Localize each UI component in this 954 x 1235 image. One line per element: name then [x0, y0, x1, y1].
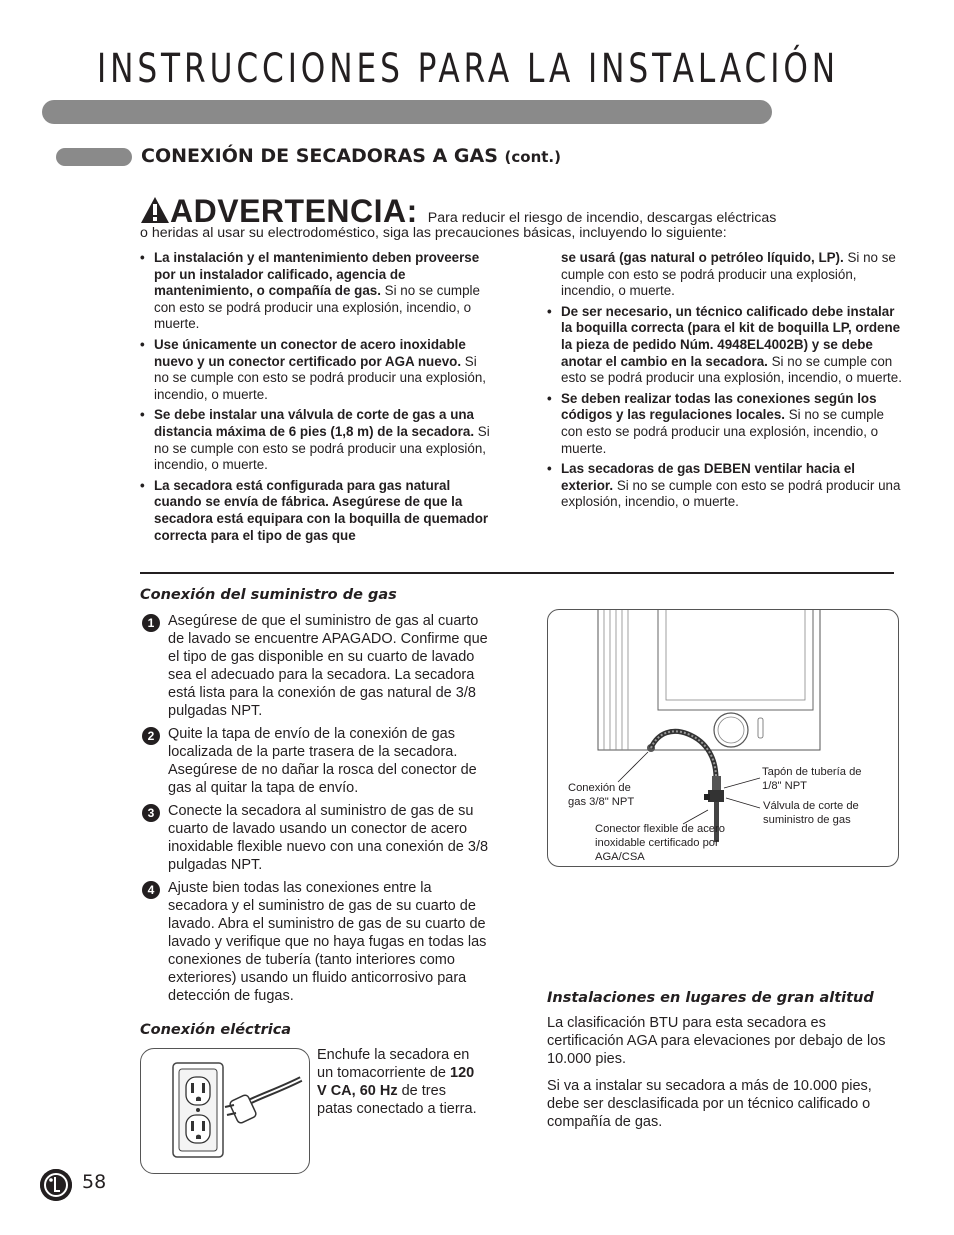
electrical-text-2: de tres patas conectado a tierra. [317, 1083, 477, 1117]
altitude-para-2: Si va a instalar su secadora a más de 10.000 pies, debe ser desclasificada por un técnico calificado o compañía de gas. [547, 1078, 872, 1130]
electrical-heading: Conexión eléctrica [140, 1022, 292, 1038]
label-gas-connection: Conexión de gas 3/8" NPT [568, 782, 635, 808]
step-text: Ajuste bien todas las conexiones entre la secadora y el suministro de gas de su cuarto de lavado. Abra el suministro de gas de su cuarto de lavado y verifique que no haya fugas en todas las conexiones de tubería (tanto interiores como exteriores) usando un fluido anticorrosivo para detección de fugas. [168, 880, 487, 1004]
warning-item-bold: Las secadoras de gas DEBEN ventilar hacia el exterior. [561, 461, 855, 493]
warning-item-bold: Se debe instalar una válvula de corte de gas a una distancia máxima de 6 pies (1,8 m) de la secadora. [154, 407, 475, 439]
altitude-heading: Instalaciones en lugares de gran altitud [547, 990, 874, 1006]
step-text: Quite la tapa de envío de la conexión de gas localizada de la parte trasera de la secadora. Asegúrese de no dañar la rosca del conector de gas al quitar la tapa de envío. [168, 726, 477, 796]
gas-supply-steps [140, 612, 490, 1010]
step [140, 879, 490, 1005]
label-shutoff-valve: Válvula de corte de suministro de gas [763, 800, 859, 826]
warning-item-continued [547, 250, 902, 300]
warning-intro-2: o heridas al usar su electrodoméstico, siga las precauciones básicas, incluyendo lo siguiente: [140, 225, 727, 241]
warning-item-text: Si no se cumple con esto se podrá producir una explosión, incendio, o muerte. [154, 353, 486, 402]
step [140, 612, 490, 720]
step-text: Conecte la secadora al suministro de gas de su cuarto de lavado usando un conector de acero inoxidable flexible nuevo con una conexión de 3/8 pulgadas NPT. [168, 803, 489, 873]
step-number: 1 [142, 614, 160, 632]
lg-logo [40, 1169, 72, 1201]
section-bar [56, 148, 132, 166]
warning-item-bold: se usará (gas natural o petróleo líquido, LP). [561, 250, 844, 265]
warning-item-bold: De ser necesario, un técnico calificado debe instalar la boquilla correcta (para el kit de boquilla LP, ordene la pieza de pedido Núm. 4948EL4002B) y se debe anotar el cambio en la secadora. [561, 303, 901, 369]
warning-item-text: Si no se cumple con esto se podrá producir una explosión, incendio, o muerte. [561, 353, 902, 386]
outlet-illustration-box [140, 1048, 310, 1174]
step-text: Asegúrese de que el suministro de gas al cuarto de lavado se encuentre APAGADO. Confirme que el tipo de gas disponible en su cuarto de lavado sea el adecuado para la secadora. La secadora está lista para la conexión de gas natural de 3/8 pulgadas NPT. [168, 613, 488, 719]
altitude-para-1: La clasificación BTU para esta secadora es certificación AGA para elevaciones por debajo de los 10.000 pies. [547, 1015, 886, 1067]
electrical-text [317, 1046, 477, 1118]
warning-heading: ADVERTENCIA: [170, 193, 418, 229]
warning-item-text: Si no se cumple con esto se podrá producir una explosión, incendio, o muerte. [154, 423, 490, 473]
section-divider [140, 572, 894, 574]
warning-intro: Para reducir el riesgo de incendio, descargas eléctricas [427, 210, 777, 226]
warning-item [140, 478, 492, 544]
warning-icon [140, 196, 170, 224]
lg-logo-icon [40, 1169, 72, 1201]
electrical-voltage: 120 V CA, 60 Hz [317, 1065, 475, 1099]
label-flex-connector: Conector flexible de acero inoxidable certificado por AGA/CSA [595, 823, 725, 863]
warning-item-bold: Use únicamente un conector de acero inoxidable nuevo y un conector certificado por AGA nuevo. [154, 336, 466, 369]
step-number: 3 [142, 804, 160, 822]
warning-item [140, 250, 492, 333]
step [140, 802, 490, 874]
warning-item [140, 337, 492, 403]
section-title-text: CONEXIÓN DE SECADORAS A GAS [141, 145, 498, 167]
warning-item-text: Si no se cumple con esto se podrá producir una explosión, incendio, o muerte. [561, 477, 901, 510]
gas-supply-heading: Conexión del suministro de gas [140, 587, 397, 603]
step-number: 4 [142, 881, 160, 899]
warning-item-text: Si no se cumple con esto se podrá producir una explosión, incendio, o muerte. [154, 283, 480, 332]
electrical-text-1: Enchufe la secadora en un tomacorriente de [317, 1047, 470, 1081]
warning-item-text: Si no se cumple con esto se podrá producir una explosión, incendio, o muerte. [561, 250, 896, 299]
header-bar [42, 100, 772, 124]
page-number: 58 [82, 1171, 107, 1193]
warning-item [547, 461, 902, 511]
warning-item [547, 304, 902, 387]
gas-connection-diagram [547, 609, 899, 867]
warning-list-left [140, 250, 492, 548]
warning-item [547, 391, 902, 457]
warning-item-bold: Se deben realizar todas las conexiones según los códigos y las regulaciones locales. [561, 390, 877, 423]
step [140, 725, 490, 797]
warning-item-bold: La secadora está configurada para gas natural cuando se envía de fábrica. Asegúrese de que la secadora está equipara con la boquilla de quemador correcta para el tipo de gas que [154, 477, 489, 543]
warning-item-bold: La instalación y el mantenimiento deben proveerse por un instalador calificado, agencia de mantenimiento, o compañía de gas. [154, 250, 480, 299]
section-cont: (cont.) [504, 148, 561, 166]
section-title [141, 145, 561, 167]
warning-item [140, 407, 492, 473]
warning-item-text: Si no se cumple con esto se podrá producir una explosión, incendio, o muerte. [561, 407, 885, 456]
page-title: INSTRUCCIONES PARA LA INSTALACIÓN [97, 46, 840, 92]
warning-list-right [547, 250, 902, 515]
outlet-plug-icon [141, 1049, 309, 1173]
label-pipe-plug: Tapón de tubería de 1/8" NPT [762, 766, 862, 792]
step-number: 2 [142, 727, 160, 745]
